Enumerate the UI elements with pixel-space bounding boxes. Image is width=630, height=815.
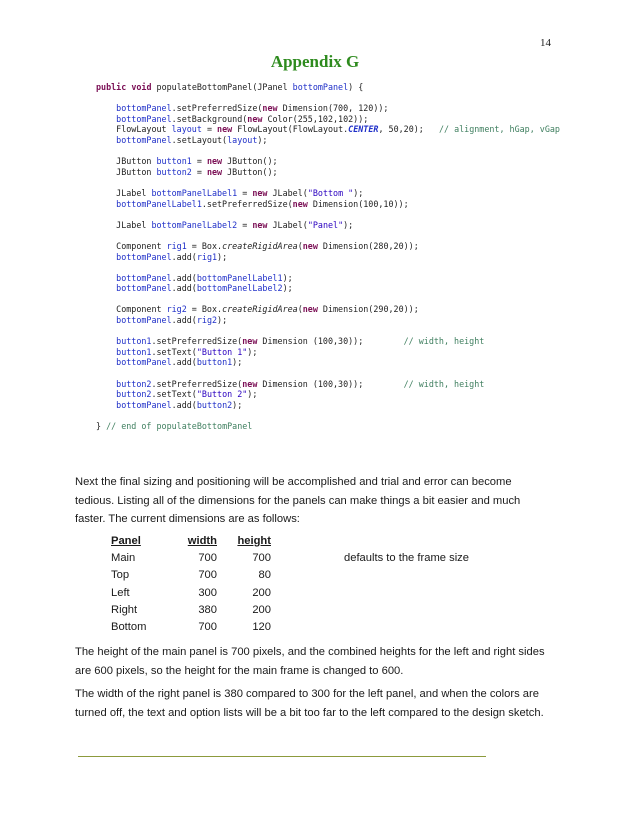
- paragraph-intro: Next the final sizing and positioning will be accomplished and trial and error can become tedious. Listing all of the dimensions for the panels can make things a bit easier and much faster. The current dimensions are as follows:: [75, 476, 521, 526]
- code-line: button1.setText("Button 1");: [116, 346, 258, 357]
- code-line: [96, 326, 546, 337]
- code-line: button1.setPreferredSize(new Dimension (100,30)); // width, height: [116, 336, 485, 347]
- code-line: [96, 294, 546, 305]
- page-title: Appendix G: [270, 52, 360, 71]
- code-line: FlowLayout layout = new FlowLayout(FlowLayout.CENTER, 50,20); // alignment, hGap, vGap: [96, 124, 560, 135]
- cell-note: [271, 567, 469, 584]
- table-header-row: [100, 532, 469, 549]
- code-line: button2.setPreferredSize(new Dimension (100,30)); // width, height: [116, 378, 485, 389]
- table-row: [100, 601, 469, 618]
- code-line: [96, 146, 546, 157]
- code-line: JLabel bottomPanelLabel1 = new JLabel("Bottom ");: [96, 187, 364, 198]
- code-line: bottomPanel.setPreferredSize(new Dimension(700, 120));: [116, 103, 389, 114]
- code-line: Component rig1 = Box.createRigidArea(new Dimension(280,20));: [96, 240, 419, 251]
- code-line: Component rig2 = Box.createRigidArea(new Dimension(290,20));: [96, 304, 419, 315]
- table-row: [100, 567, 469, 584]
- cell-height: 200: [252, 603, 271, 616]
- table-row: [100, 618, 469, 635]
- header-panel: Panel: [111, 534, 141, 547]
- code-line: bottomPanel.setLayout(layout);: [116, 134, 268, 145]
- cell-note: defaults to the frame size: [344, 551, 469, 564]
- cell-note: [271, 584, 469, 601]
- table-row: [100, 584, 469, 601]
- code-line: [96, 177, 546, 188]
- code-listing: [96, 82, 560, 432]
- cell-width: 380: [198, 603, 217, 616]
- cell-note: [271, 601, 469, 618]
- code-line: JButton button1 = new JButton();: [96, 156, 278, 167]
- cell-height: 120: [252, 621, 271, 634]
- code-line: bottomPanel.add(button2);: [116, 399, 243, 410]
- cell-height: 80: [258, 569, 271, 582]
- code-line: bottomPanel.add(bottomPanelLabel1);: [116, 272, 293, 283]
- footer-rule: [78, 756, 486, 757]
- code-line: [96, 230, 546, 241]
- cell-panel: Main: [111, 551, 136, 564]
- page-number: 14: [540, 37, 551, 49]
- cell-panel: Top: [111, 569, 130, 582]
- cell-width: 700: [198, 551, 217, 564]
- code-line: bottomPanel.add(rig1);: [116, 251, 228, 262]
- code-line: } // end of populateBottomPanel: [96, 421, 253, 431]
- code-line: [96, 368, 546, 379]
- cell-height: 700: [252, 551, 271, 564]
- cell-panel: Left: [111, 586, 130, 599]
- paragraph-height: The height of the main panel is 700 pixels, and the combined heights for the left and right sides are 600 pixels, so the height for the main frame is changed to 600.: [75, 646, 545, 677]
- cell-width: 300: [198, 586, 217, 599]
- code-line: bottomPanel.add(button1);: [116, 357, 243, 368]
- code-line: bottomPanel.setBackground(new Color(255,102,102));: [116, 113, 369, 124]
- code-line: bottomPanel.add(rig2);: [116, 315, 228, 326]
- code-line: button2.setText("Button 2");: [116, 389, 258, 400]
- code-line: public void populateBottomPanel(JPanel bottomPanel) {: [96, 82, 364, 92]
- code-line: [96, 93, 546, 104]
- cell-width: 700: [198, 621, 217, 634]
- table-row: [100, 549, 469, 566]
- code-line: [96, 262, 546, 273]
- cell-note: [271, 618, 469, 635]
- header-width: width: [187, 534, 217, 547]
- cell-height: 200: [252, 586, 271, 599]
- cell-panel: Right: [111, 603, 138, 616]
- code-line: [96, 209, 546, 220]
- dimensions-table: [100, 532, 469, 636]
- cell-width: 700: [198, 569, 217, 582]
- code-line: JButton button2 = new JButton();: [96, 166, 278, 177]
- cell-panel: Bottom: [111, 621, 147, 634]
- code-line: JLabel bottomPanelLabel2 = new JLabel("Panel");: [96, 219, 354, 230]
- code-line: bottomPanelLabel1.setPreferredSize(new Dimension(100,10));: [116, 198, 409, 209]
- code-line: [96, 410, 546, 421]
- paragraph-width: The width of the right panel is 380 compared to 300 for the left panel, and when the colors are turned off, the text and option lists will be a bit too far to the left compared to the design sketch.: [75, 688, 544, 719]
- code-line: bottomPanel.add(bottomPanelLabel2);: [116, 283, 293, 294]
- header-height: height: [237, 534, 271, 547]
